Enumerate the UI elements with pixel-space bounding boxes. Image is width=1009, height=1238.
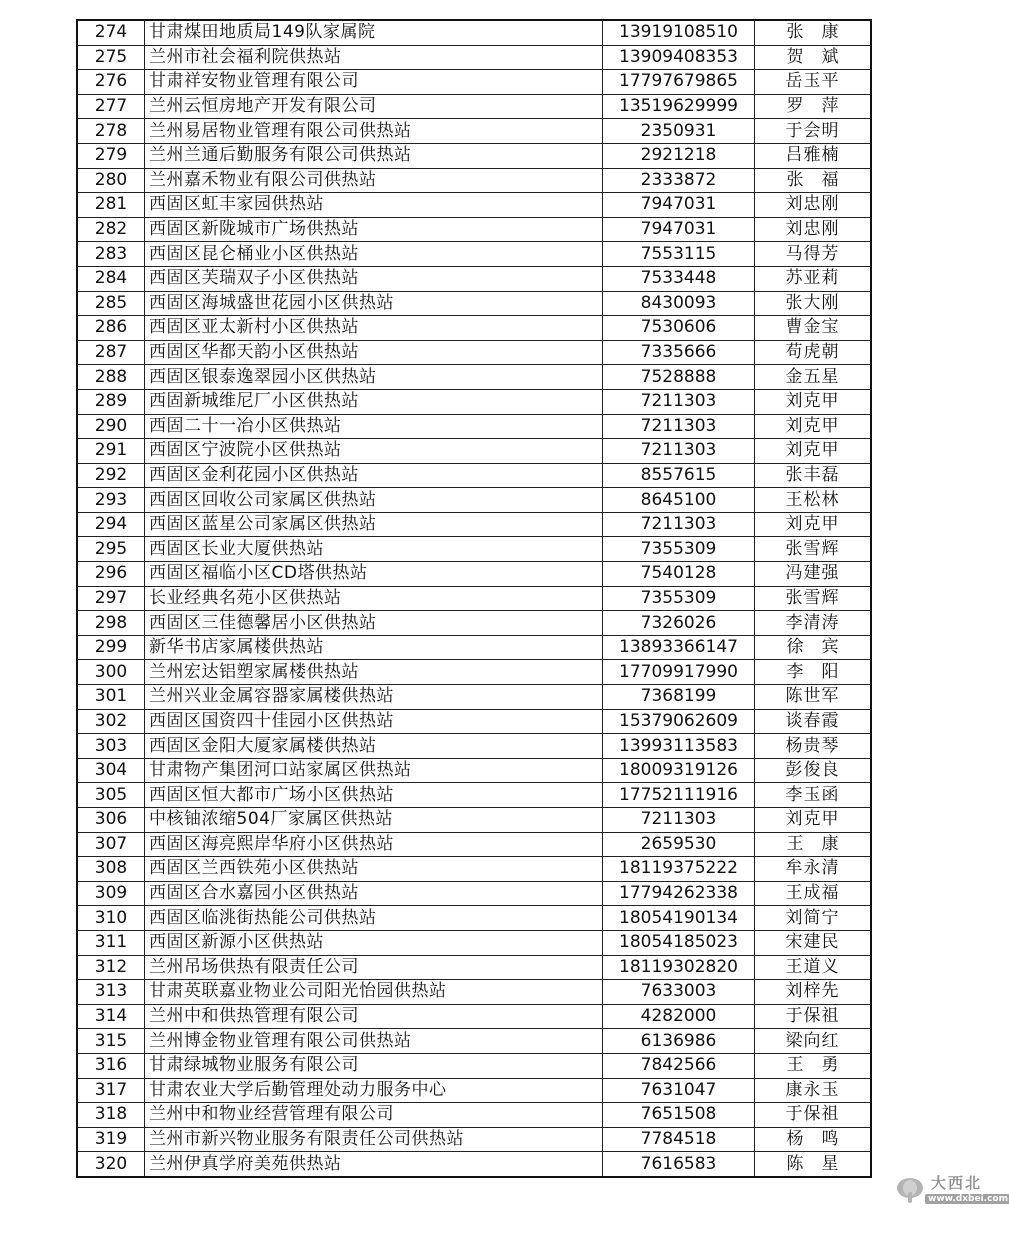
table-row <box>77 685 871 710</box>
table-row <box>77 611 871 636</box>
row-number: 285 <box>77 291 145 316</box>
contact-person: 李玉函 <box>755 783 872 808</box>
contact-person: 马得芳 <box>755 242 872 267</box>
phone-number: 7947031 <box>603 193 755 218</box>
watermark-url: www.dxbei.com <box>925 1194 1009 1204</box>
row-number: 290 <box>77 414 145 439</box>
organization-name: 西固区恒大都市广场小区供热站 <box>145 783 603 808</box>
phone-number: 7616583 <box>603 1152 755 1177</box>
contact-person: 刘忠刚 <box>755 193 872 218</box>
organization-name: 西固区金阳大厦家属楼供热站 <box>145 734 603 759</box>
phone-number: 6136986 <box>603 1029 755 1054</box>
organization-name: 西固区回收公司家属区供热站 <box>145 488 603 513</box>
table-row <box>77 389 871 414</box>
contact-person: 杨鸣 <box>755 1127 872 1152</box>
organization-name: 西固区长业大厦供热站 <box>145 537 603 562</box>
organization-name: 西固区国资四十佳园小区供热站 <box>145 709 603 734</box>
phone-number: 13519629999 <box>603 94 755 119</box>
organization-name: 兰州兰通后勤服务有限公司供热站 <box>145 143 603 168</box>
table-row <box>77 758 871 783</box>
phone-number: 7631047 <box>603 1078 755 1103</box>
contact-person: 王勇 <box>755 1053 872 1078</box>
table-row <box>77 193 871 218</box>
contact-person: 冯建强 <box>755 562 872 587</box>
organization-name: 西固区昆仑桶业小区供热站 <box>145 242 603 267</box>
contact-person: 刘克甲 <box>755 389 872 414</box>
phone-number: 7211303 <box>603 512 755 537</box>
table-row <box>77 562 871 587</box>
organization-name: 兰州博金物业管理有限公司供热站 <box>145 1029 603 1054</box>
organization-name: 西固区芙瑞双子小区供热站 <box>145 266 603 291</box>
table-row <box>77 20 871 45</box>
contact-person: 苟虎朝 <box>755 340 872 365</box>
row-number: 307 <box>77 832 145 857</box>
row-number: 274 <box>77 20 145 45</box>
table-row <box>77 586 871 611</box>
table-row <box>77 463 871 488</box>
contact-person: 苏亚莉 <box>755 266 872 291</box>
row-number: 303 <box>77 734 145 759</box>
row-number: 296 <box>77 562 145 587</box>
table-row <box>77 365 871 390</box>
table-row <box>77 881 871 906</box>
row-number: 278 <box>77 119 145 144</box>
contact-person: 刘克甲 <box>755 512 872 537</box>
phone-number: 7211303 <box>603 389 755 414</box>
organization-name: 西固区亚太新村小区供热站 <box>145 316 603 341</box>
row-number: 276 <box>77 70 145 95</box>
contact-person: 陈世军 <box>755 685 872 710</box>
organization-name: 中核铀浓缩504厂家属区供热站 <box>145 808 603 833</box>
organization-name: 甘肃煤田地质局149队家属院 <box>145 20 603 45</box>
row-number: 315 <box>77 1029 145 1054</box>
phone-number: 13993113583 <box>603 734 755 759</box>
table-row <box>77 635 871 660</box>
organization-name: 西固区虹丰家园供热站 <box>145 193 603 218</box>
table-row <box>77 832 871 857</box>
organization-name: 甘肃英联嘉业物业公司阳光怡园供热站 <box>145 980 603 1005</box>
table-row <box>77 1004 871 1029</box>
organization-name: 兰州嘉禾物业有限公司供热站 <box>145 168 603 193</box>
contact-person: 罗萍 <box>755 94 872 119</box>
table-row <box>77 414 871 439</box>
table-row <box>77 143 871 168</box>
organization-name: 西固区海亮熙岸华府小区供热站 <box>145 832 603 857</box>
table-row <box>77 857 871 882</box>
phone-number: 7211303 <box>603 439 755 464</box>
phone-number: 8430093 <box>603 291 755 316</box>
row-number: 319 <box>77 1127 145 1152</box>
table-row <box>77 1103 871 1128</box>
organization-name: 兰州宏达铝塑家属楼供热站 <box>145 660 603 685</box>
organization-name: 甘肃农业大学后勤管理处动力服务中心 <box>145 1078 603 1103</box>
row-number: 299 <box>77 635 145 660</box>
contact-person: 张雪辉 <box>755 537 872 562</box>
organization-name: 西固区福临小区CD塔供热站 <box>145 562 603 587</box>
table-row <box>77 70 871 95</box>
row-number: 308 <box>77 857 145 882</box>
row-number: 292 <box>77 463 145 488</box>
phone-number: 7553115 <box>603 242 755 267</box>
organization-name: 兰州易居物业管理有限公司供热站 <box>145 119 603 144</box>
organization-name: 西固区合水嘉园小区供热站 <box>145 881 603 906</box>
contact-person: 徐宾 <box>755 635 872 660</box>
row-number: 297 <box>77 586 145 611</box>
watermark-title: 大西北 <box>931 1174 983 1192</box>
row-number: 313 <box>77 980 145 1005</box>
organization-name: 西固新城维尼厂小区供热站 <box>145 389 603 414</box>
phone-number: 7842566 <box>603 1053 755 1078</box>
table-row <box>77 488 871 513</box>
organization-name: 甘肃祥安物业管理有限公司 <box>145 70 603 95</box>
phone-number: 18009319126 <box>603 758 755 783</box>
contact-person: 吕雅楠 <box>755 143 872 168</box>
contact-person: 张福 <box>755 168 872 193</box>
phone-number: 7355309 <box>603 537 755 562</box>
phone-number: 7533448 <box>603 266 755 291</box>
row-number: 277 <box>77 94 145 119</box>
table-row <box>77 1029 871 1054</box>
contact-person: 于会明 <box>755 119 872 144</box>
organization-name: 西固区新陇城市广场供热站 <box>145 217 603 242</box>
phone-number: 7947031 <box>603 217 755 242</box>
heating-station-contact-table <box>76 19 872 1178</box>
row-number: 304 <box>77 758 145 783</box>
table-row <box>77 808 871 833</box>
row-number: 298 <box>77 611 145 636</box>
table-row <box>77 537 871 562</box>
row-number: 306 <box>77 808 145 833</box>
contact-person: 王康 <box>755 832 872 857</box>
row-number: 314 <box>77 1004 145 1029</box>
contact-person: 谈春霞 <box>755 709 872 734</box>
table-row <box>77 119 871 144</box>
phone-number: 7368199 <box>603 685 755 710</box>
organization-name: 西固区三佳德馨居小区供热站 <box>145 611 603 636</box>
phone-number: 17709917990 <box>603 660 755 685</box>
organization-name: 兰州伊真学府美苑供热站 <box>145 1152 603 1177</box>
table-row <box>77 217 871 242</box>
row-number: 284 <box>77 266 145 291</box>
organization-name: 兰州中和供热管理有限公司 <box>145 1004 603 1029</box>
phone-number: 18054185023 <box>603 930 755 955</box>
contact-person: 张康 <box>755 20 872 45</box>
row-number: 318 <box>77 1103 145 1128</box>
organization-name: 西固区银泰逸翠园小区供热站 <box>145 365 603 390</box>
contact-person: 刘克甲 <box>755 808 872 833</box>
table-row <box>77 291 871 316</box>
row-number: 317 <box>77 1078 145 1103</box>
organization-name: 甘肃绿城物业服务有限公司 <box>145 1053 603 1078</box>
table-row <box>77 1127 871 1152</box>
row-number: 305 <box>77 783 145 808</box>
phone-number: 7633003 <box>603 980 755 1005</box>
phone-number: 13919108510 <box>603 20 755 45</box>
row-number: 309 <box>77 881 145 906</box>
table-row <box>77 906 871 931</box>
row-number: 311 <box>77 930 145 955</box>
phone-number: 18054190134 <box>603 906 755 931</box>
phone-number: 17752111916 <box>603 783 755 808</box>
contact-person: 张大刚 <box>755 291 872 316</box>
row-number: 300 <box>77 660 145 685</box>
contact-person: 于保祖 <box>755 1004 872 1029</box>
phone-number: 7211303 <box>603 808 755 833</box>
organization-name: 兰州市新兴物业服务有限责任公司供热站 <box>145 1127 603 1152</box>
organization-name: 兰州中和物业经营管理有限公司 <box>145 1103 603 1128</box>
table-body <box>77 20 871 1177</box>
phone-number: 4282000 <box>603 1004 755 1029</box>
organization-name: 西固区海城盛世花园小区供热站 <box>145 291 603 316</box>
row-number: 280 <box>77 168 145 193</box>
contact-person: 李清涛 <box>755 611 872 636</box>
table-row <box>77 1152 871 1177</box>
row-number: 289 <box>77 389 145 414</box>
contact-person: 王道义 <box>755 955 872 980</box>
contact-person: 贺斌 <box>755 45 872 70</box>
organization-name: 西固区兰西铁苑小区供热站 <box>145 857 603 882</box>
row-number: 310 <box>77 906 145 931</box>
row-number: 281 <box>77 193 145 218</box>
organization-name: 长业经典名苑小区供热站 <box>145 586 603 611</box>
phone-number: 18119375222 <box>603 857 755 882</box>
phone-number: 13893366147 <box>603 635 755 660</box>
organization-name: 兰州云恒房地产开发有限公司 <box>145 94 603 119</box>
contact-person: 刘克甲 <box>755 439 872 464</box>
table-row <box>77 660 871 685</box>
row-number: 279 <box>77 143 145 168</box>
contact-person: 金五星 <box>755 365 872 390</box>
organization-name: 兰州吊场供热有限责任公司 <box>145 955 603 980</box>
table-row <box>77 955 871 980</box>
contact-person: 曹金宝 <box>755 316 872 341</box>
contact-person: 陈星 <box>755 1152 872 1177</box>
contact-person: 牟永清 <box>755 857 872 882</box>
table-row <box>77 512 871 537</box>
table-row <box>77 266 871 291</box>
phone-number: 7651508 <box>603 1103 755 1128</box>
row-number: 288 <box>77 365 145 390</box>
table-row <box>77 783 871 808</box>
row-number: 291 <box>77 439 145 464</box>
phone-number: 2659530 <box>603 832 755 857</box>
table-row <box>77 709 871 734</box>
organization-name: 西固区蓝星公司家属区供热站 <box>145 512 603 537</box>
table-row <box>77 930 871 955</box>
table-row <box>77 45 871 70</box>
row-number: 316 <box>77 1053 145 1078</box>
row-number: 320 <box>77 1152 145 1177</box>
watermark <box>895 1172 1008 1212</box>
table-row <box>77 1078 871 1103</box>
contact-person: 岳玉平 <box>755 70 872 95</box>
table-row <box>77 340 871 365</box>
phone-number: 7540128 <box>603 562 755 587</box>
organization-name: 西固区宁波院小区供热站 <box>145 439 603 464</box>
table-row <box>77 980 871 1005</box>
row-number: 295 <box>77 537 145 562</box>
phone-number: 2350931 <box>603 119 755 144</box>
phone-number: 2921218 <box>603 143 755 168</box>
phone-number: 7784518 <box>603 1127 755 1152</box>
organization-name: 西固区华都天韵小区供热站 <box>145 340 603 365</box>
phone-number: 7211303 <box>603 414 755 439</box>
contact-person: 于保祖 <box>755 1103 872 1128</box>
phone-number: 2333872 <box>603 168 755 193</box>
contact-person: 杨贵琴 <box>755 734 872 759</box>
phone-number: 8557615 <box>603 463 755 488</box>
contact-person: 宋建民 <box>755 930 872 955</box>
phone-number: 17794262338 <box>603 881 755 906</box>
elephant-logo-icon <box>895 1176 925 1204</box>
row-number: 301 <box>77 685 145 710</box>
organization-name: 西固二十一冶小区供热站 <box>145 414 603 439</box>
organization-name: 西固区临洮街热能公司供热站 <box>145 906 603 931</box>
organization-name: 西固区金利花园小区供热站 <box>145 463 603 488</box>
phone-number: 7326026 <box>603 611 755 636</box>
phone-number: 7530606 <box>603 316 755 341</box>
contact-person: 刘梓先 <box>755 980 872 1005</box>
phone-number: 13909408353 <box>603 45 755 70</box>
phone-number: 18119302820 <box>603 955 755 980</box>
contact-person: 刘克甲 <box>755 414 872 439</box>
organization-name: 甘肃物产集团河口站家属区供热站 <box>145 758 603 783</box>
row-number: 282 <box>77 217 145 242</box>
contact-person: 张雪辉 <box>755 586 872 611</box>
contact-person: 张丰磊 <box>755 463 872 488</box>
table-row <box>77 316 871 341</box>
phone-number: 7355309 <box>603 586 755 611</box>
row-number: 312 <box>77 955 145 980</box>
row-number: 293 <box>77 488 145 513</box>
row-number: 302 <box>77 709 145 734</box>
contact-person: 康永玉 <box>755 1078 872 1103</box>
organization-name: 兰州市社会福利院供热站 <box>145 45 603 70</box>
table-row <box>77 1053 871 1078</box>
row-number: 283 <box>77 242 145 267</box>
table-row <box>77 439 871 464</box>
contact-person: 刘忠刚 <box>755 217 872 242</box>
row-number: 294 <box>77 512 145 537</box>
organization-name: 西固区新源小区供热站 <box>145 930 603 955</box>
table-row <box>77 242 871 267</box>
phone-number: 8645100 <box>603 488 755 513</box>
phone-number: 15379062609 <box>603 709 755 734</box>
organization-name: 新华书店家属楼供热站 <box>145 635 603 660</box>
contact-person: 刘简宁 <box>755 906 872 931</box>
row-number: 287 <box>77 340 145 365</box>
row-number: 286 <box>77 316 145 341</box>
contact-person: 王成福 <box>755 881 872 906</box>
table-row <box>77 94 871 119</box>
contact-person: 王松林 <box>755 488 872 513</box>
phone-number: 7528888 <box>603 365 755 390</box>
contact-person: 梁向红 <box>755 1029 872 1054</box>
contact-person: 彭俊良 <box>755 758 872 783</box>
organization-name: 兰州兴业金属容器家属楼供热站 <box>145 685 603 710</box>
phone-number: 17797679865 <box>603 70 755 95</box>
phone-number: 7335666 <box>603 340 755 365</box>
table-row <box>77 168 871 193</box>
table-row <box>77 734 871 759</box>
contact-person: 李阳 <box>755 660 872 685</box>
row-number: 275 <box>77 45 145 70</box>
